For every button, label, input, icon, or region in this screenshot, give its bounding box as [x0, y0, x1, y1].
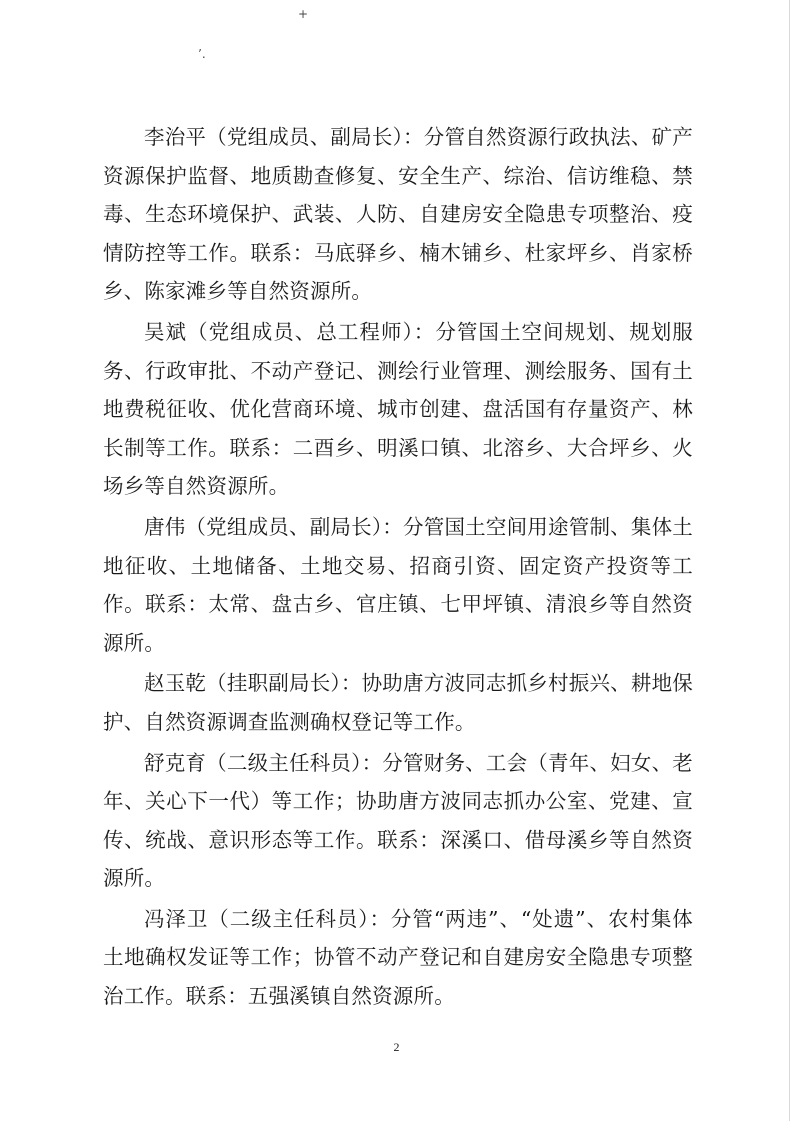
paragraph-tang-wei: 唐伟（党组成员、副局长）：分管国土空间用途管制、集体土地征收、土地储备、土地交易、招商引资、固定资产投资等工作。联系：太常、盘古乡、官庄镇、七甲坪镇、清浪乡等自然资源所。: [103, 514, 693, 655]
paragraph-feng-zewei: 冯泽卫（二级主任科员）：分管“两违”、“处遗”、农村集体土地确权发证等工作；协管不动产登记和自建房安全隐患专项整治工作。联系：五强溪镇自然资源所。: [103, 906, 693, 1009]
paragraph-wu-bin: 吴斌（党组成员、总工程师）：分管国土空间规划、规划服务、行政审批、不动产登记、测绘行业管理、测绘服务、国有土地费税征收、优化营商环境、城市创建、盘活国有存量资产、林长制等工作。联系：二酉乡、明溪口镇、北溶乡、大合坪乡、火场乡等自然资源所。: [103, 319, 693, 499]
paragraph-li-zhiping: 李治平（党组成员、副局长）：分管自然资源行政执法、矿产资源保护监督、地质勘查修复、安全生产、综治、信访维稳、禁毒、生态环境保护、武装、人防、自建房安全隐患专项整治、疫情防控等工作。联系：马底驿乡、楠木铺乡、杜家坪乡、肖家桥乡、陈家滩乡等自然资源所。: [103, 125, 693, 304]
paragraph-shu-keyu: 舒克育（二级主任科员）：分管财务、工会（青年、妇女、老年、关心下一代）等工作；协助唐方波同志抓办公室、党建、宣传、统战、意识形态等工作。联系：深溪口、借母溪乡等自然资源所。: [103, 750, 693, 891]
scan-mark-top: +: [298, 7, 309, 21]
scan-edge-line: [789, 0, 790, 1121]
document-body: [103, 118, 693, 1016]
page-number: 2: [393, 1040, 400, 1054]
paragraph-zhao-yuqian: 赵玉乾（挂职副局长）：协助唐方波同志抓乡村振兴、耕地保护、自然资源调查监测确权登记等工作。: [103, 671, 693, 734]
scan-mark-left: ’.: [198, 47, 206, 61]
